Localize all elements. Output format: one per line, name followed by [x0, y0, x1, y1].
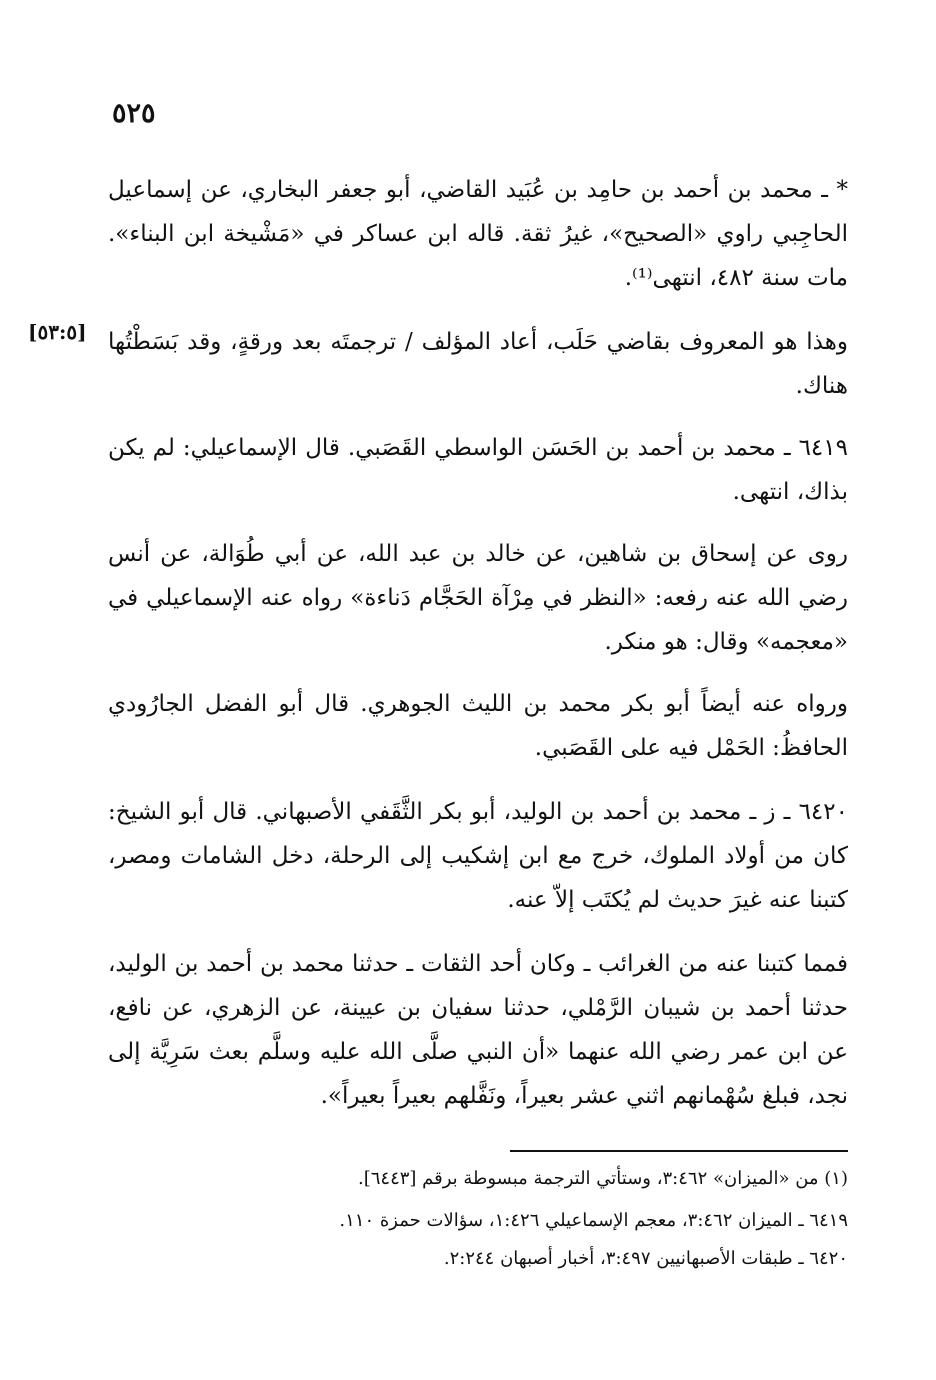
narration-paragraph-jawhari: ورواه عنه أيضاً أبو بكر محمد بن الليث الجوهري. قال أبو الفضل الجارُودي الحافظُ: الحَمْل فيه على القَصَبي.	[108, 691, 848, 761]
margin-reference: [٥٣:٥]	[28, 320, 87, 344]
narration-paragraph-ishaq: روى عن إسحاق بن شاهين، عن خالد بن عبد الله، عن أبي طُوَالة، عن أنس رضي الله عنه رفعه: «النظر في مِرْآة الحَجَّام دَناءة» رواه عنه الإسماعيلي في «معجمه» وقال: هو منكر.	[108, 541, 848, 655]
footnote-divider	[510, 1150, 848, 1152]
entry-paragraph-6419: ٦٤١٩ ـ محمد بن أحمد بن الحَسَن الواسطي القَصَبي. قال الإسماعيلي: لم يكن بذاك، انتهى.	[108, 435, 848, 505]
footnote-6419: ٦٤١٩ ـ الميزان ٣:٤٦٢، معجم الإسماعيلي ١:٤٢٦، سؤالات حمزة ١١٠.	[339, 1210, 848, 1231]
entry-paragraph-bukhari: * ـ محمد بن أحمد بن حامِد بن عُبَيد القاضي، أبو جعفر البخاري، عن إسماعيل الحاجِبي راوي «الصحيح»، غيرُ ثقة. قاله ابن عساكر في «مَشْيخة ابن البناء». مات سنة ٤٨٢، انتهى⁽¹⁾.	[108, 177, 848, 291]
page-number: ٥٢٥	[112, 98, 156, 129]
footnote-6420: ٦٤٢٠ ـ طبقات الأصبهانيين ٣:٤٩٧، أخبار أصبهان ٢:٢٤٤.	[443, 1248, 848, 1269]
footnote-1: (١) من «الميزان» ٣:٤٦٢، وستأتي الترجمة مبسوطة برقم [٦٤٤٣].	[357, 1168, 848, 1189]
entry-paragraph-6420: ٦٤٢٠ ـ ز ـ محمد بن أحمد بن الوليد، أبو بكر الثَّقَفي الأصبهاني. قال أبو الشيخ: كان من أولاد الملوك، خرج مع ابن إشكيب إلى الرحلة، دخل الشامات ومصر، كتبنا عنه غيرَ حديث لم يُكتَب إلاّ عنه.	[108, 799, 848, 913]
note-paragraph-qadi-halab: وهذا هو المعروف بقاضي حَلَب، أعاد المؤلف / ترجمتَه بعد ورقةٍ، وقد بَسَطْتُها هناك.	[108, 329, 848, 399]
narration-paragraph-gharaib: فمما كتبنا عنه من الغرائب ـ وكان أحد الثقات ـ حدثنا محمد بن أحمد بن الوليد، حدثنا أحمد بن شيبان الرَّمْلي، حدثنا سفيان بن عيينة، عن الزهري، عن نافع، عن ابن عمر رضي الله عنهما «أن النبي صلَّى الله عليه وسلَّم بعث سَرِيَّة إلى نجد، فبلغ سُهْمانهم اثني عشر بعيراً، ونَفَّلهم بعيراً بعيراً».	[108, 951, 848, 1109]
